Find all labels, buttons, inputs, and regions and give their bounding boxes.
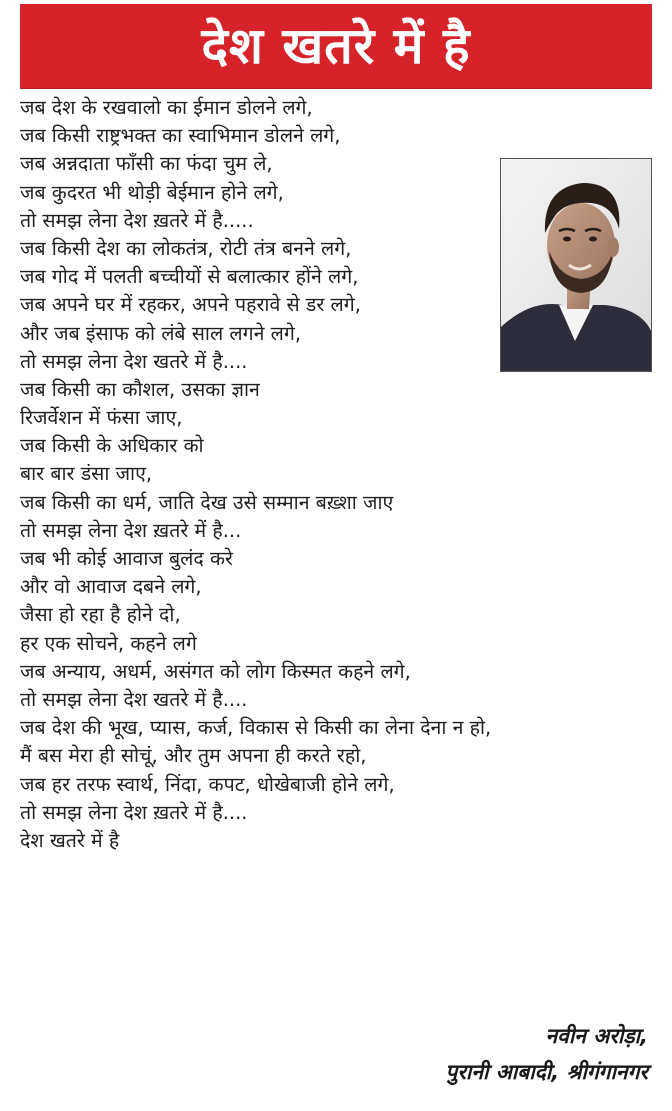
poem-line: जब किसी के अधिकार को xyxy=(20,434,204,458)
poem-line: तो समझ लेना देश ख़तरे में है.... xyxy=(20,800,248,824)
poem-line: देश खतरे में है xyxy=(20,828,120,852)
poem-line: जब किसी का धर्म, जाति देख उसे सम्मान बख़्शा जाए xyxy=(20,490,394,514)
poem-line: जब अन्नदाता फाँसी का फंदा चुम ले, xyxy=(20,152,273,176)
poem-line: तो समझ लेना देश खतरे में है.... xyxy=(20,349,248,373)
poem-line: तो समझ लेना देश ख़तरे में है..... xyxy=(20,208,254,232)
poem-line: जब कुदरत भी थोड़ी बेईमान होने लगे, xyxy=(20,180,284,204)
poem-line: और वो आवाज दबने लगे, xyxy=(20,575,202,599)
poem-line: जब देश के रखवालो का ईमान डोलने लगे, xyxy=(20,96,313,119)
author-signature xyxy=(445,1018,648,1090)
poem-line: जब किसी देश का लोकतंत्र, रोटी तंत्र बनने लगे, xyxy=(20,236,352,260)
poem-line: जब किसी का कौशल, उसका ज्ञान xyxy=(20,377,260,401)
poem-line: मैं बस मेरा ही सोचूं, और तुम अपना ही करते रहो, xyxy=(20,744,367,768)
author-name: नवीन अरोड़ा, xyxy=(545,1024,648,1048)
poem-line: जब गोद में पलती बच्चीयों से बलात्कार होंने लगे, xyxy=(20,265,359,289)
poem-line: तो समझ लेना देश खतरे में है.... xyxy=(20,687,248,711)
article-title: देश खतरे में है xyxy=(201,17,471,75)
headline-banner xyxy=(20,4,652,88)
poem-line: जब अपने घर में रहकर, अपने पहरावे से डर लगे, xyxy=(20,293,361,317)
poem-line: और जब इंसाफ को लंबे साल लगने लगे, xyxy=(20,321,302,345)
poem-line: जब अन्याय, अधर्म, असंगत को लोग किस्मत कहने लगे, xyxy=(20,659,411,683)
poem-line: जब हर तरफ स्वार्थ, निंदा, कपट, धोखेबाजी होने लगे, xyxy=(20,772,395,796)
poem-line: तो समझ लेना देश ख़तरे में है... xyxy=(20,518,242,542)
author-photo xyxy=(500,158,652,372)
poem-line: रिजर्वेशन में फंसा जाए, xyxy=(20,406,183,430)
poem-line: बार बार डंसा जाए, xyxy=(20,462,153,486)
author-location: पुरानी आबादी, श्रीगंगानगर xyxy=(445,1060,648,1084)
poem-line: जब देश की भूख, प्यास, कर्ज, विकास से किसी का लेना देना न हो, xyxy=(20,716,492,740)
poem-line: हर एक सोचने, कहने लगे xyxy=(20,631,197,655)
poem-line: जैसा हो रहा है होने दो, xyxy=(20,603,181,627)
poem-line: जब भी कोई आवाज बुलंद करे xyxy=(20,547,233,570)
author-portrait-illustration xyxy=(501,159,651,371)
poem-line: जब किसी राष्ट्रभक्त का स्वाभिमान डोलने लगे, xyxy=(20,124,341,148)
